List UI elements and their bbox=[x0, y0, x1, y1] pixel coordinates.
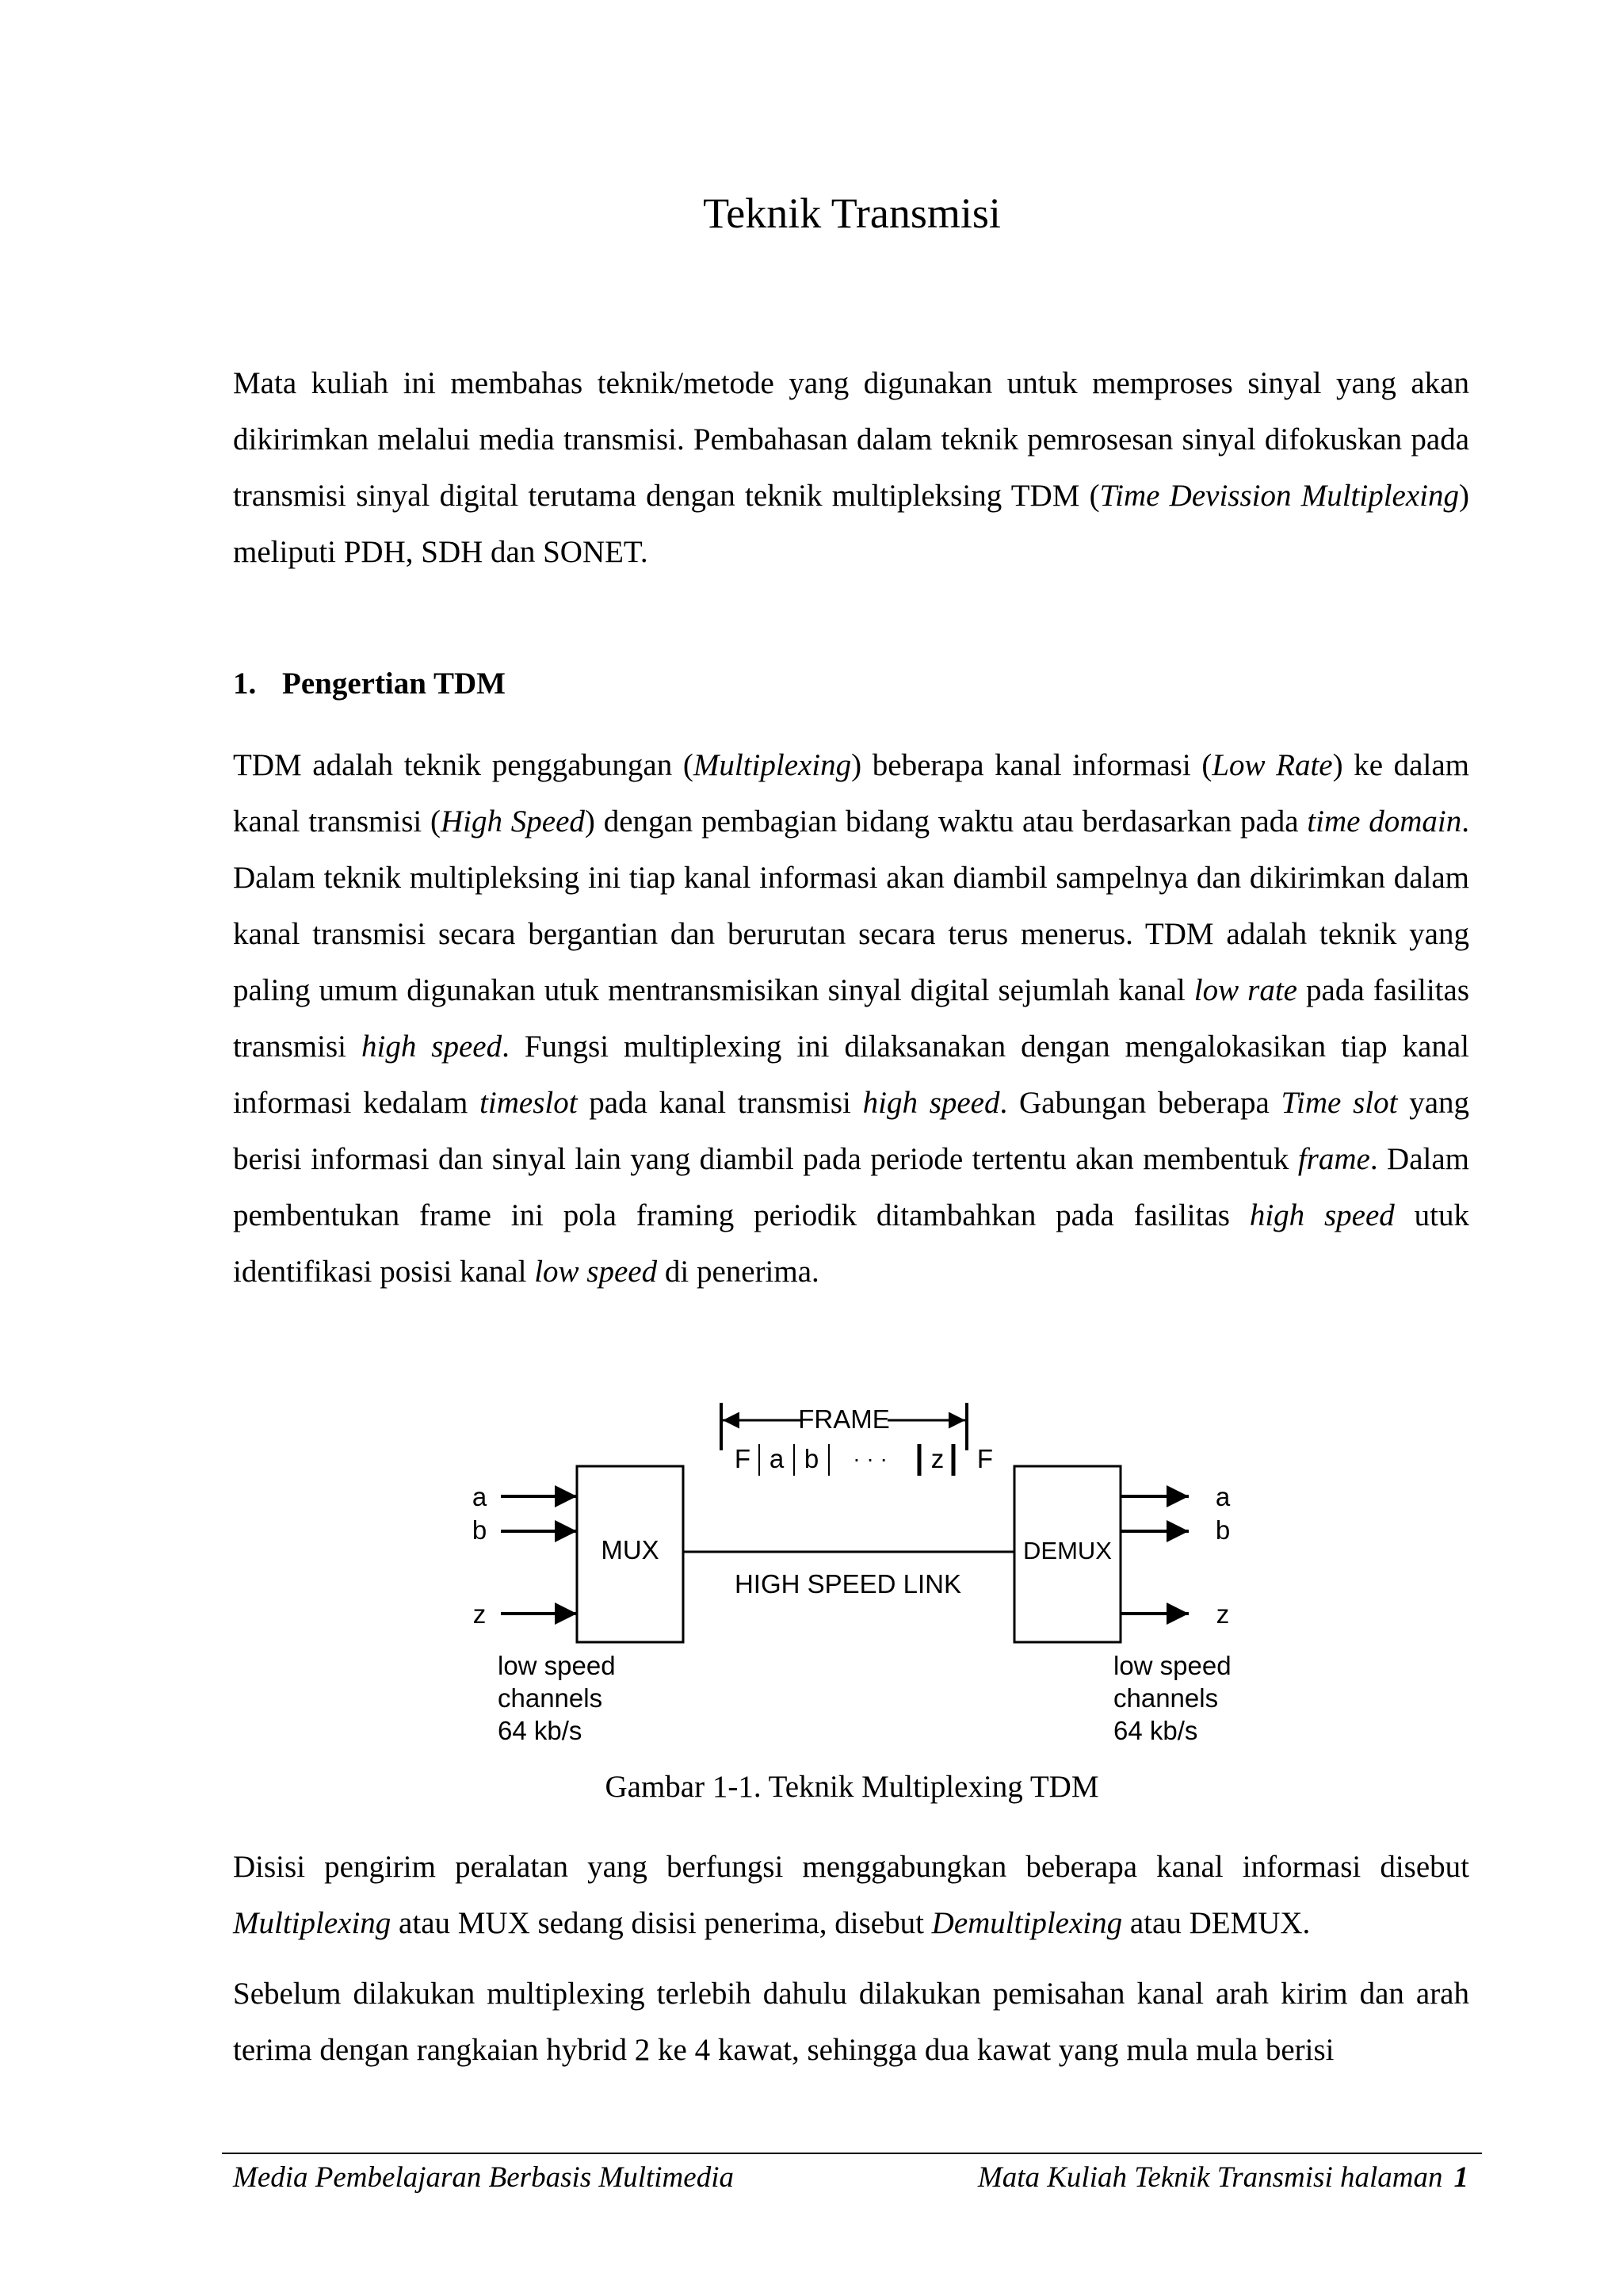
left-note-line: 64 kb/s bbox=[498, 1716, 582, 1745]
footer-course: Mata Kuliah Teknik Transmisi halaman bbox=[977, 2161, 1443, 2194]
left-note-line: low speed bbox=[498, 1651, 616, 1680]
output-label: z bbox=[1216, 1599, 1230, 1629]
slot-label: z bbox=[930, 1444, 945, 1473]
frame-label: FRAME bbox=[798, 1404, 890, 1434]
input-label: b bbox=[472, 1515, 487, 1545]
right-note-line: channels bbox=[1113, 1683, 1219, 1713]
input-label: z bbox=[472, 1599, 487, 1629]
input-label: a bbox=[472, 1482, 487, 1511]
figure-caption: Gambar 1-1. Teknik Multiplexing TDM bbox=[605, 1770, 1099, 1804]
footer-right bbox=[978, 2160, 1468, 2195]
mux-paragraph: Disisi pengirim peralatan yang berfungsi menggabungkan beberapa kanal informasi disebut Multiplexing atau MUX sedang disisi penerima, disebut Demultiplexing atau DEMUX. bbox=[233, 1850, 1469, 1940]
intro-paragraph: Mata kuliah ini membahas teknik/metode yang digunakan untuk memproses sinyal yang akan dikirimkan melalui media transmisi. Pembahasan dalam teknik pemrosesan sinyal difokuskan pada transmisi sinyal digital terutama dengan teknik multipleksing TDM (Time Devission Multiplexing) meliputi PDH, SDH dan SONET. bbox=[233, 366, 1469, 569]
footer-divider bbox=[222, 2153, 1482, 2154]
mux-label: MUX bbox=[601, 1535, 659, 1564]
right-note-line: 64 kb/s bbox=[1113, 1716, 1198, 1745]
page-number: 1 bbox=[1453, 2161, 1468, 2194]
section-title: Pengertian TDM bbox=[282, 667, 506, 701]
slot-label: F bbox=[976, 1444, 994, 1473]
section-number: 1. bbox=[233, 667, 257, 701]
right-note-line: low speed bbox=[1113, 1651, 1232, 1680]
slot-label: b bbox=[804, 1444, 819, 1473]
output-label: b bbox=[1215, 1515, 1231, 1545]
output-label: a bbox=[1215, 1482, 1231, 1511]
link-label: HIGH SPEED LINK bbox=[734, 1569, 962, 1599]
hybrid-paragraph: Sebelum dilakukan multiplexing terlebih dahulu dilakukan pemisahan kanal arah kirim dan arah terima dengan rangkaian hybrid 2 ke 4 kawat, sehingga dua kawat yang mula mula berisi bbox=[233, 1977, 1469, 2067]
slot-label: · · · bbox=[853, 1446, 888, 1471]
left-note-line: channels bbox=[498, 1683, 603, 1713]
demux-label: DEMUX bbox=[1023, 1537, 1112, 1564]
footer-left: Media Pembelajaran Berbasis Multimedia bbox=[233, 2161, 734, 2194]
section-heading bbox=[233, 666, 506, 701]
tdm-diagram bbox=[460, 1395, 1268, 1759]
slot-label: a bbox=[769, 1444, 785, 1473]
slot-label: F bbox=[734, 1444, 751, 1473]
page-title: Teknik Transmisi bbox=[703, 189, 1001, 237]
tdm-paragraph: TDM adalah teknik penggabungan (Multiplexing) beberapa kanal informasi (Low Rate) ke dalam kanal transmisi (High Speed) dengan pembagian bidang waktu atau berdasarkan pada time domain. Dalam teknik multipleksing ini tiap kanal informasi akan diambil sampelnya dan dikirimkan dalam kanal transmisi secara bergantian dan berurutan secara terus menerus. TDM adalah teknik yang paling umum digunakan utuk mentransmisikan sinyal digital sejumlah kanal low rate pada fasilitas transmisi high speed. Fungsi multiplexing ini dilaksanakan dengan mengalokasikan tiap kanal informasi kedalam timeslot pada kanal transmisi high speed. Gabungan beberapa Time slot yang berisi informasi dan sinyal lain yang diambil pada periode tertentu akan membentuk frame. Dalam pembentukan frame ini pola framing periodik ditambahkan pada fasilitas high speed utuk identifikasi posisi kanal low speed di penerima. bbox=[233, 748, 1470, 1289]
